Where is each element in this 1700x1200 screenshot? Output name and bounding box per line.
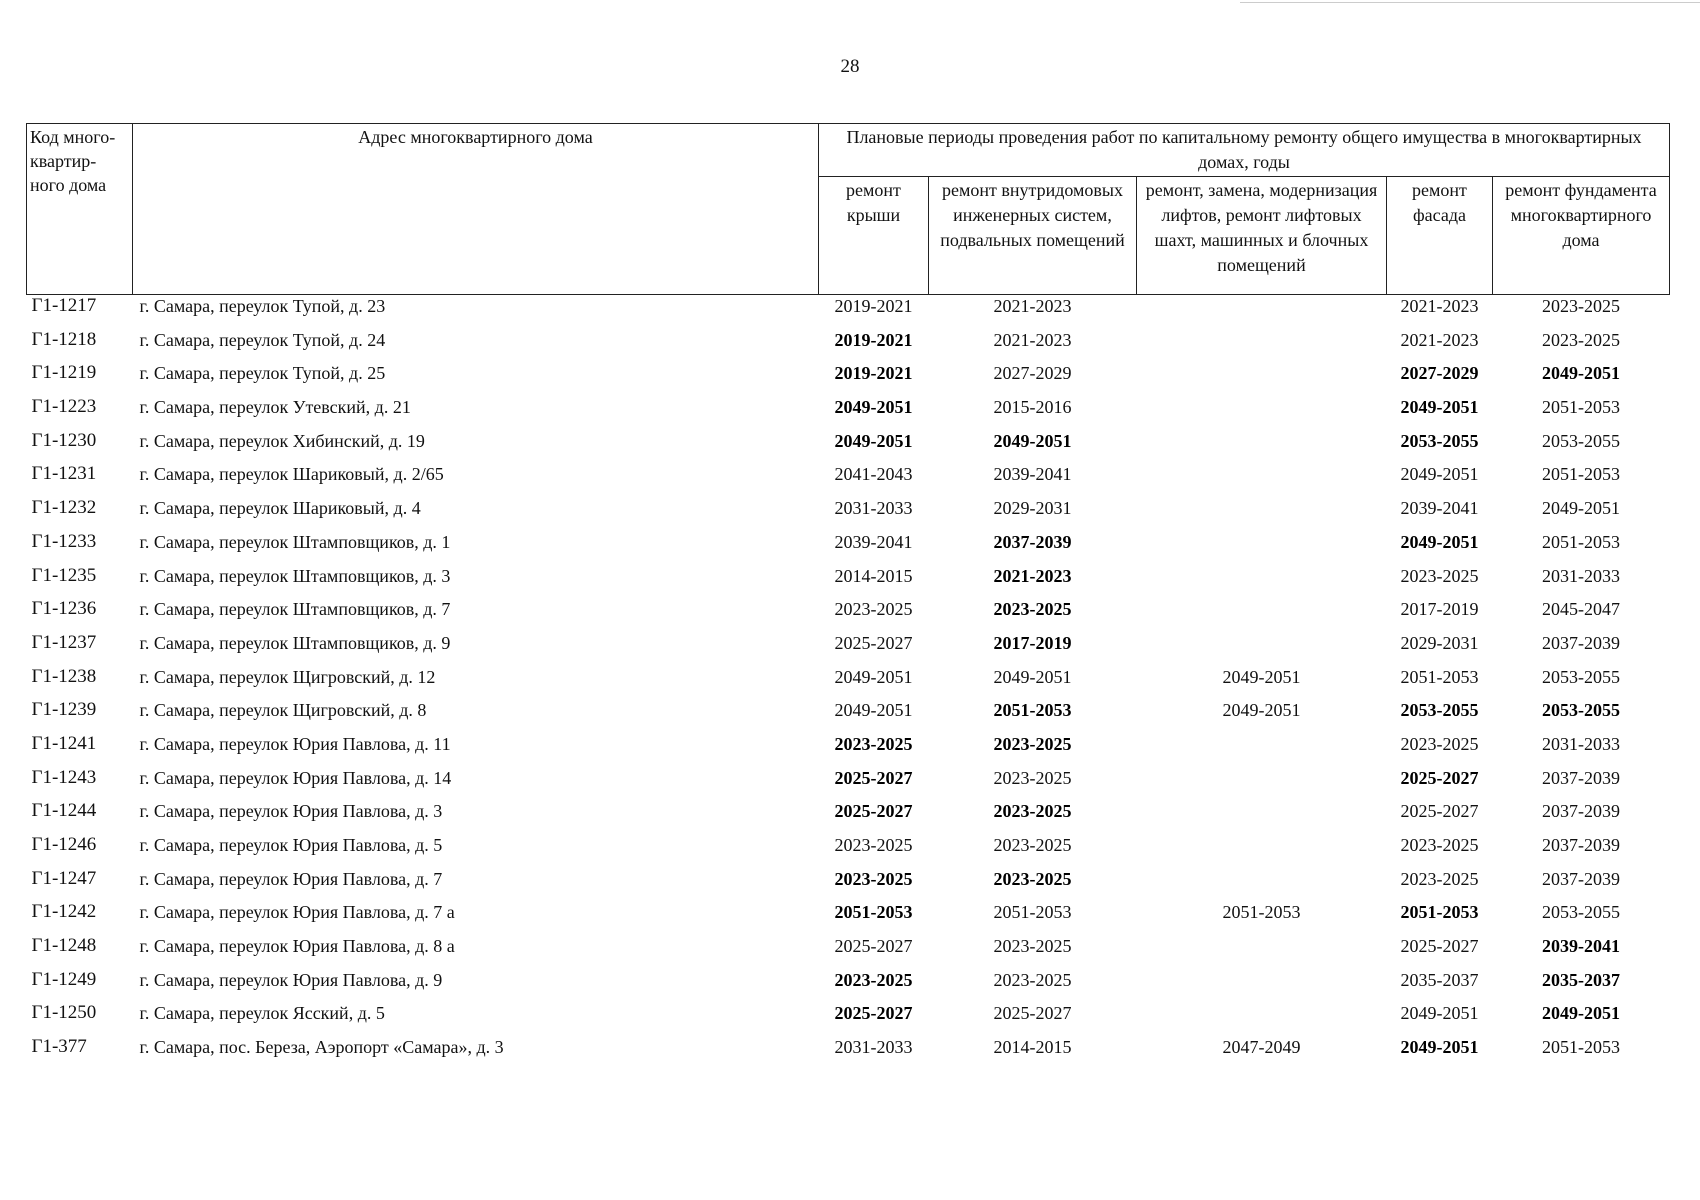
cell-roof: 2049-2051 (834, 700, 913, 721)
cell-foundation: 2049-2051 (1542, 1003, 1620, 1024)
cell-facade: 2023-2025 (1400, 733, 1479, 754)
cell-code: Г1-1218 (31, 328, 97, 350)
cell-facade: 2049-2051 (1400, 397, 1479, 418)
cell-foundation: 2035-2037 (1542, 969, 1620, 990)
cell-code: Г1-1244 (31, 800, 97, 822)
cell-lifts (1137, 463, 1387, 497)
cell-code: Г1-1217 (31, 295, 97, 316)
cell-facade: 2053-2055 (1400, 430, 1479, 451)
cell-facade: 2039-2041 (1400, 498, 1479, 519)
cell-systems: 2021-2023 (993, 329, 1072, 350)
table-row (27, 935, 1670, 969)
cell-roof: 2049-2051 (834, 430, 913, 451)
cell-roof: 2025-2027 (834, 936, 913, 957)
header-row-top (27, 124, 1670, 177)
cell-roof: 2019-2021 (834, 329, 913, 350)
cell-code: Г1-1236 (31, 598, 97, 620)
cell-lifts (1137, 497, 1387, 531)
cell-facade: 2049-2051 (1400, 1003, 1479, 1024)
cell-systems: 2049-2051 (993, 666, 1072, 687)
cell-address: г. Самара, переулок Тупой, д. 25 (139, 363, 386, 384)
cell-facade: 2023-2025 (1400, 868, 1479, 889)
cell-foundation: 2051-2053 (1542, 464, 1620, 485)
cell-roof: 2025-2027 (834, 632, 913, 653)
cell-foundation: 2049-2051 (1542, 363, 1620, 384)
cell-roof: 2023-2025 (834, 733, 913, 754)
cell-code: Г1-1243 (31, 766, 97, 788)
cell-code: Г1-1233 (31, 530, 97, 552)
cell-code: Г1-1250 (31, 1002, 97, 1024)
cell-foundation: 2031-2033 (1542, 733, 1620, 754)
cell-facade: 2035-2037 (1400, 969, 1479, 990)
cell-address: г. Самара, переулок Юрия Павлова, д. 14 (139, 767, 452, 788)
cell-lifts (1137, 531, 1387, 565)
cell-address: г. Самара, переулок Штамповщиков, д. 7 (139, 599, 451, 620)
table-row (27, 767, 1670, 801)
cell-systems: 2023-2025 (993, 767, 1072, 788)
cell-lifts: 2049-2051 (1222, 700, 1301, 721)
cell-code: Г1-1249 (31, 968, 97, 990)
cell-address: г. Самара, переулок Юрия Павлова, д. 8 а (139, 936, 455, 957)
cell-facade: 2017-2019 (1400, 599, 1479, 620)
cell-facade: 2021-2023 (1400, 329, 1479, 350)
cell-lifts (1137, 800, 1387, 834)
cell-lifts (1137, 969, 1387, 1003)
cell-roof: 2023-2025 (834, 599, 913, 620)
cell-code: Г1-1238 (31, 665, 97, 687)
cell-code: Г1-1246 (31, 834, 97, 855)
cell-address: г. Самара, переулок Тупой, д. 23 (139, 296, 386, 316)
cell-roof: 2025-2027 (834, 1003, 913, 1024)
header-foundation: ремонт фундамента многоквартирного дома (1493, 177, 1670, 295)
cell-systems: 2037-2039 (993, 531, 1072, 552)
table-row (27, 1036, 1670, 1070)
cell-facade: 2049-2051 (1400, 1037, 1479, 1058)
cell-facade: 2023-2025 (1400, 565, 1479, 586)
header-facade: ремонт фасада (1387, 177, 1493, 295)
cell-systems: 2014-2015 (993, 1037, 1072, 1058)
header-lifts: ремонт, замена, модернизация лифтов, ремонт лифтовых шахт, машинных и блочных помещений (1137, 177, 1387, 295)
table-row (27, 531, 1670, 565)
cell-address: г. Самара, переулок Шариковый, д. 4 (139, 498, 421, 519)
cell-lifts (1137, 632, 1387, 666)
cell-roof: 2023-2025 (834, 969, 913, 990)
cell-foundation: 2051-2053 (1542, 397, 1620, 418)
cell-address: г. Самара, переулок Утевский, д. 21 (139, 397, 411, 418)
cell-lifts: 2051-2053 (1222, 902, 1301, 923)
cell-roof: 2051-2053 (834, 902, 913, 923)
cell-lifts (1137, 396, 1387, 430)
cell-code: Г1-1242 (31, 901, 97, 923)
cell-lifts (1137, 834, 1387, 868)
cell-systems: 2023-2025 (993, 835, 1072, 855)
cell-address: г. Самара, переулок Щигровский, д. 12 (139, 666, 436, 687)
cell-facade: 2025-2027 (1400, 801, 1479, 822)
table-row (27, 733, 1670, 767)
cell-systems: 2029-2031 (993, 498, 1072, 519)
cell-lifts (1137, 767, 1387, 801)
cell-facade: 2053-2055 (1400, 700, 1479, 721)
cell-foundation: 2023-2025 (1542, 329, 1620, 350)
cell-facade: 2025-2027 (1400, 936, 1479, 957)
header-address: Адрес многоквартирного дома (133, 124, 819, 295)
cell-systems: 2023-2025 (993, 733, 1072, 754)
cell-facade: 2049-2051 (1400, 464, 1479, 485)
cell-facade: 2027-2029 (1400, 363, 1479, 384)
cell-lifts (1137, 868, 1387, 902)
cell-foundation: 2037-2039 (1542, 835, 1620, 855)
cell-code: Г1-1239 (31, 699, 97, 721)
cell-systems: 2021-2023 (993, 296, 1072, 316)
cell-systems: 2021-2023 (993, 565, 1072, 586)
table-row (27, 430, 1670, 464)
cell-facade: 2021-2023 (1400, 296, 1479, 316)
cell-lifts (1137, 295, 1387, 329)
cell-address: г. Самара, переулок Тупой, д. 24 (139, 329, 386, 350)
cell-systems: 2015-2016 (993, 397, 1072, 418)
cell-address: г. Самара, переулок Юрия Павлова, д. 3 (139, 801, 443, 822)
cell-address: г. Самара, переулок Юрия Павлова, д. 7 (139, 868, 443, 889)
cell-address: г. Самара, пос. Береза, Аэропорт «Самара», д. 3 (139, 1037, 504, 1058)
cell-foundation: 2051-2053 (1542, 531, 1620, 552)
header-roof: ремонт крыши (819, 177, 929, 295)
cell-code: Г1-1241 (31, 732, 97, 754)
cell-lifts (1137, 935, 1387, 969)
cell-systems: 2023-2025 (993, 936, 1072, 957)
table-row (27, 329, 1670, 363)
cell-roof: 2025-2027 (834, 767, 913, 788)
cell-foundation: 2045-2047 (1542, 599, 1620, 620)
cell-lifts (1137, 733, 1387, 767)
cell-code: Г1-1247 (31, 867, 97, 889)
cell-lifts (1137, 362, 1387, 396)
table-row (27, 632, 1670, 666)
table-row (27, 565, 1670, 599)
table-row (27, 598, 1670, 632)
cell-foundation: 2053-2055 (1542, 430, 1620, 451)
table-row (27, 834, 1670, 868)
cell-code: Г1-1235 (31, 564, 97, 586)
cell-systems: 2017-2019 (993, 632, 1072, 653)
cell-foundation: 2039-2041 (1542, 936, 1620, 957)
repair-schedule-table (26, 123, 1670, 1070)
cell-lifts: 2047-2049 (1222, 1037, 1301, 1058)
cell-facade: 2023-2025 (1400, 835, 1479, 855)
cell-code: Г1-1223 (31, 396, 97, 418)
scan-edge-line (1240, 2, 1700, 3)
cell-code: Г1-1232 (31, 497, 97, 519)
cell-facade: 2025-2027 (1400, 767, 1479, 788)
header-code: Код много-квартир-ного дома (27, 124, 133, 295)
cell-facade: 2049-2051 (1400, 531, 1479, 552)
table-row (27, 800, 1670, 834)
cell-address: г. Самара, переулок Юрия Павлова, д. 9 (139, 969, 443, 990)
cell-foundation: 2053-2055 (1542, 666, 1620, 687)
cell-address: г. Самара, переулок Ясский, д. 5 (139, 1003, 385, 1024)
table-row (27, 969, 1670, 1003)
table-body (27, 295, 1670, 1070)
table-row (27, 295, 1670, 329)
cell-foundation: 2053-2055 (1542, 700, 1620, 721)
table-row (27, 362, 1670, 396)
cell-lifts (1137, 1002, 1387, 1036)
cell-foundation: 2037-2039 (1542, 767, 1620, 788)
table-header (27, 124, 1670, 295)
cell-foundation: 2031-2033 (1542, 565, 1620, 586)
cell-foundation: 2053-2055 (1542, 902, 1620, 923)
cell-systems: 2025-2027 (993, 1003, 1072, 1024)
cell-code: Г1-1248 (31, 935, 97, 957)
cell-roof: 2019-2021 (834, 296, 913, 316)
cell-facade: 2051-2053 (1400, 902, 1479, 923)
cell-systems: 2051-2053 (993, 902, 1072, 923)
cell-systems: 2023-2025 (993, 969, 1072, 990)
table-row (27, 666, 1670, 700)
cell-systems: 2051-2053 (993, 700, 1072, 721)
cell-address: г. Самара, переулок Штамповщиков, д. 1 (139, 531, 451, 552)
table-row (27, 396, 1670, 430)
cell-address: г. Самара, переулок Штамповщиков, д. 3 (139, 565, 451, 586)
cell-lifts (1137, 329, 1387, 363)
cell-systems: 2027-2029 (993, 363, 1072, 384)
table-row (27, 1002, 1670, 1036)
cell-address: г. Самара, переулок Юрия Павлова, д. 5 (139, 835, 443, 855)
cell-systems: 2023-2025 (993, 599, 1072, 620)
page-number: 28 (840, 56, 860, 77)
cell-address: г. Самара, переулок Щигровский, д. 8 (139, 700, 427, 721)
cell-lifts (1137, 598, 1387, 632)
cell-lifts (1137, 430, 1387, 464)
cell-roof: 2031-2033 (834, 498, 913, 519)
cell-roof: 2049-2051 (834, 666, 913, 687)
cell-code: Г1-1231 (31, 463, 97, 485)
cell-systems: 2023-2025 (993, 801, 1072, 822)
table-row (27, 463, 1670, 497)
table-row (27, 699, 1670, 733)
cell-roof: 2025-2027 (834, 801, 913, 822)
cell-foundation: 2051-2053 (1542, 1037, 1620, 1058)
cell-address: г. Самара, переулок Юрия Павлова, д. 11 (139, 733, 451, 754)
table-row (27, 901, 1670, 935)
cell-address: г. Самара, переулок Юрия Павлова, д. 7 а (139, 902, 455, 923)
cell-roof: 2049-2051 (834, 397, 913, 418)
cell-code: Г1-377 (31, 1036, 87, 1058)
cell-facade: 2051-2053 (1400, 666, 1479, 687)
cell-roof: 2023-2025 (834, 835, 913, 855)
cell-address: г. Самара, переулок Шариковый, д. 2/65 (139, 464, 444, 485)
cell-roof: 2014-2015 (834, 565, 913, 586)
header-planned-periods: Плановые периоды проведения работ по капитальному ремонту общего имущества в многоквартирных домах, годы (819, 124, 1670, 177)
cell-code: Г1-1237 (31, 631, 97, 653)
cell-facade: 2029-2031 (1400, 632, 1479, 653)
cell-roof: 2031-2033 (834, 1037, 913, 1058)
cell-foundation: 2049-2051 (1542, 498, 1620, 519)
cell-systems: 2049-2051 (993, 430, 1072, 451)
cell-roof: 2023-2025 (834, 868, 913, 889)
cell-roof: 2039-2041 (834, 531, 913, 552)
cell-code: Г1-1219 (31, 362, 97, 384)
header-systems: ремонт внутридомовых инженерных систем, подвальных помещений (929, 177, 1137, 295)
table-row (27, 868, 1670, 902)
cell-lifts: 2049-2051 (1222, 666, 1301, 687)
cell-foundation: 2023-2025 (1542, 296, 1620, 316)
cell-systems: 2023-2025 (993, 868, 1072, 889)
cell-roof: 2041-2043 (834, 464, 913, 485)
cell-roof: 2019-2021 (834, 363, 913, 384)
cell-foundation: 2037-2039 (1542, 632, 1620, 653)
cell-lifts (1137, 565, 1387, 599)
table-row (27, 497, 1670, 531)
cell-systems: 2039-2041 (993, 464, 1072, 485)
cell-code: Г1-1230 (31, 429, 97, 451)
cell-foundation: 2037-2039 (1542, 801, 1620, 822)
cell-address: г. Самара, переулок Хибинский, д. 19 (139, 430, 425, 451)
cell-address: г. Самара, переулок Штамповщиков, д. 9 (139, 632, 451, 653)
cell-foundation: 2037-2039 (1542, 868, 1620, 889)
